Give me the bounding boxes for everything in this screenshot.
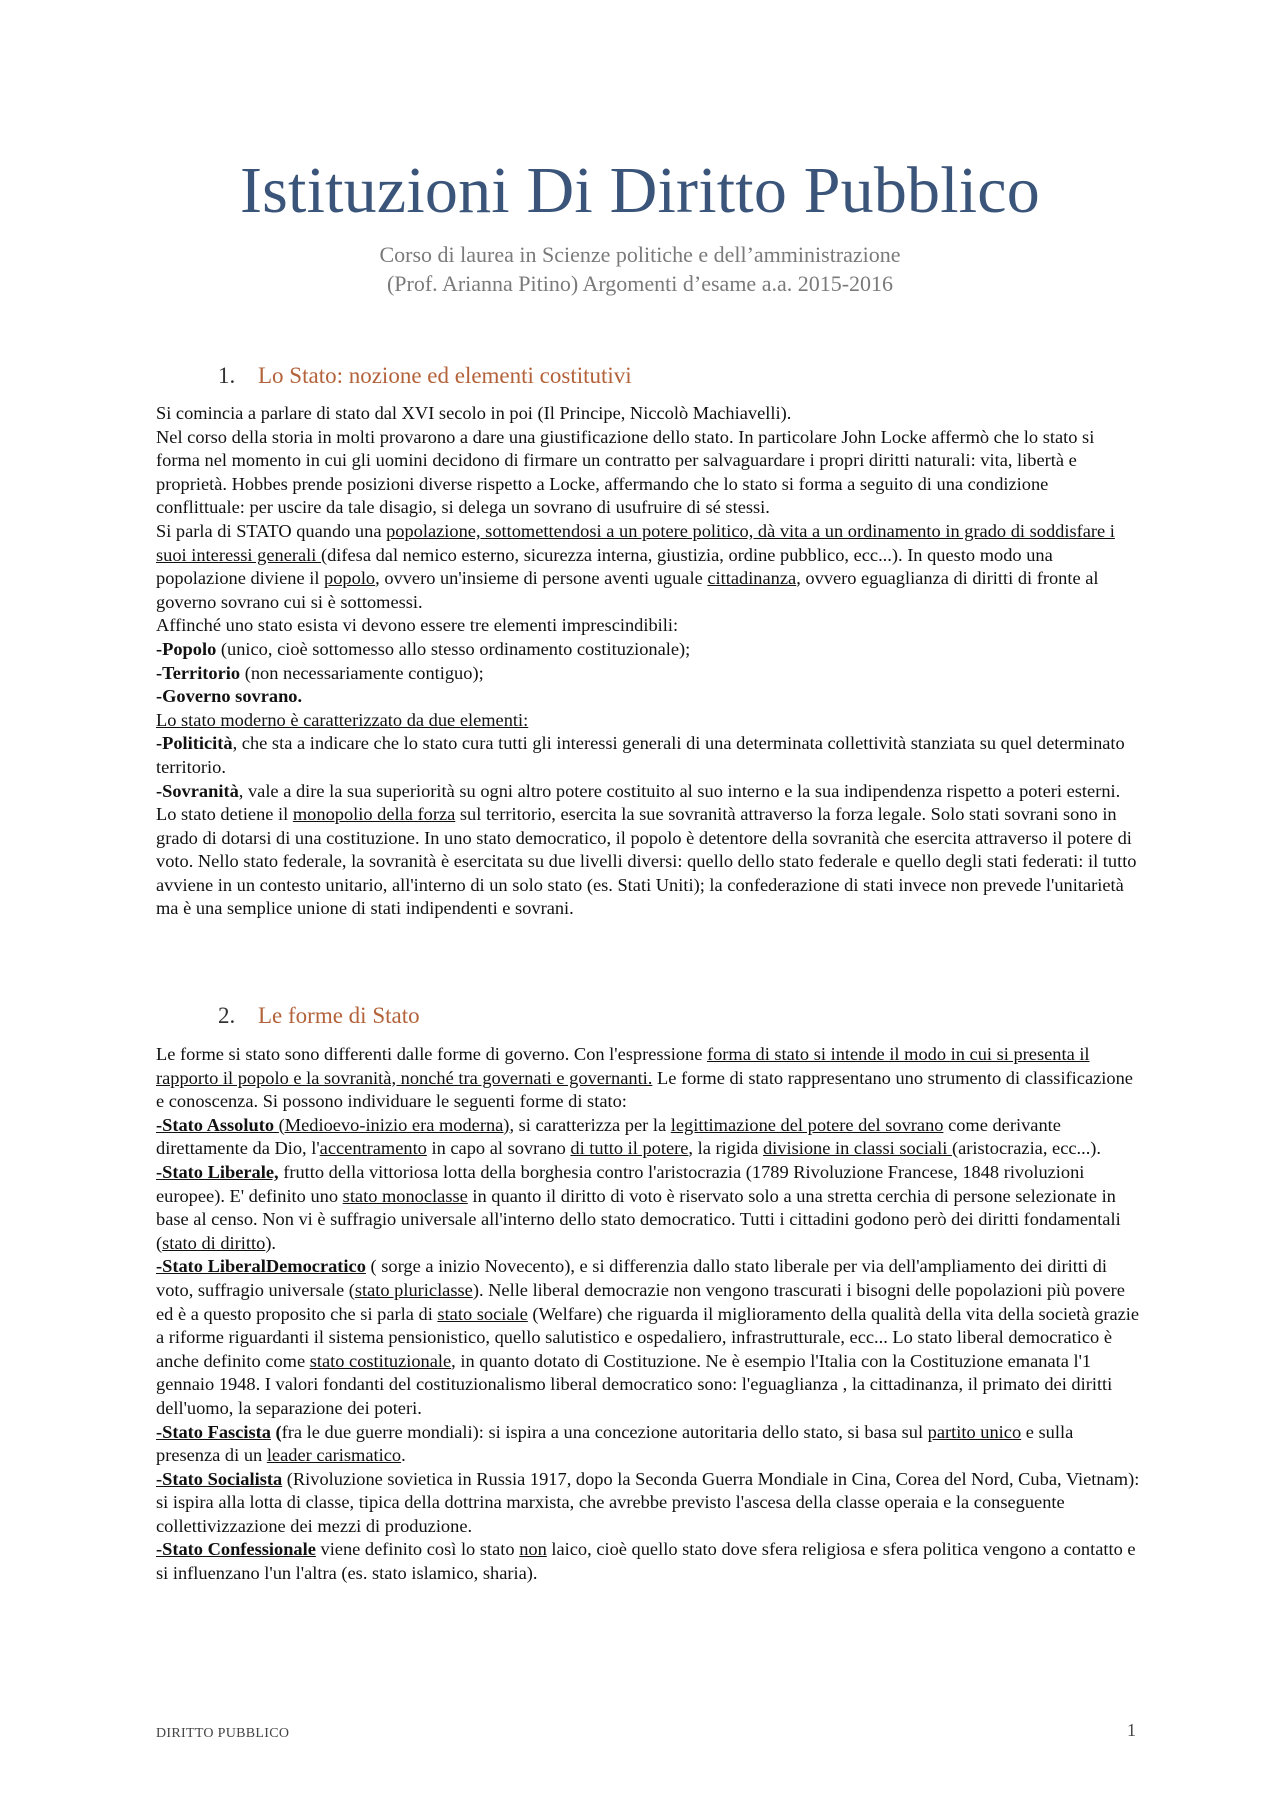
paragraph xyxy=(156,520,1140,614)
list-item xyxy=(156,662,1140,686)
underlined-text: monopolio della forza xyxy=(292,804,456,825)
list-item xyxy=(156,1421,1140,1468)
term-label: -Stato LiberalDemocratico xyxy=(156,1256,366,1277)
list-item xyxy=(156,1255,1140,1420)
paragraph: Nel corso della storia in molti provarono a dare una giustificazione dello stato. In particolare John Locke affermò che lo stato si forma nel momento in cui gli uomini decidono di firmare un contratto per salvaguardare i propri diritti naturali: vita, libertà e proprietà. Hobbes prende posizioni diverse rispetto a Locke, affermando che lo stato si forma a seguito di una condizione conflittuale: per uscire da tale disagio, si delega un sovrano di usufruire di sé stessi. xyxy=(156,426,1095,518)
underlined-text: accentramento xyxy=(319,1138,427,1159)
list-item xyxy=(156,780,1140,922)
text-run: ( sorge a inizio Novecento), e si differenzia dallo stato liberale per via dell'ampliamento dei diritti di voto, suffragio universale ( xyxy=(156,1256,1107,1300)
term-label: -Stato Assoluto xyxy=(156,1114,279,1135)
underlined-text: cittadinanza xyxy=(707,568,797,589)
underlined-text: stato sociale xyxy=(437,1303,528,1324)
list-item xyxy=(156,638,1140,662)
list-item xyxy=(156,1114,1140,1161)
underlined-text: di tutto il potere xyxy=(570,1138,689,1159)
subtitle-line-2: (Prof. Arianna Pitino) Argomenti d’esame a.a. 2015-2016 xyxy=(386,271,894,296)
page-number: 1 xyxy=(1127,1720,1136,1740)
underlined-text: forma di stato si intende il modo in cui si presenta il rapporto il popolo e la sovranità, nonché tra governati e governanti. xyxy=(156,1044,1090,1088)
paragraph xyxy=(156,1043,1140,1114)
text-run: ). Nelle liberal democrazie non vengono trascurati i bisogni delle popolazioni più povere ed è a questo proposito che si parla di xyxy=(156,1279,1125,1324)
underlined-text: stato costituzionale xyxy=(309,1350,452,1371)
underlined-text: (Medioevo-inizio era moderna) xyxy=(278,1114,510,1135)
underlined-text: stato monoclasse xyxy=(342,1185,468,1206)
underlined-text: non xyxy=(519,1539,547,1560)
section-2-title: Le forme di Stato xyxy=(258,1003,420,1028)
document-subtitle xyxy=(0,240,1280,298)
text-run: e sulla presenza di un xyxy=(156,1421,1074,1466)
text-run: . xyxy=(401,1445,406,1466)
text-run: , ovvero eguaglianza di diritti di fronte al governo sovrano cui si è sottomessi. xyxy=(156,568,1099,612)
subtitle-line-1: Corso di laurea in Scienze politiche e dell’amministrazione xyxy=(379,242,901,267)
text-run: , vale a dire la sua superiorità su ogni altro potere costituito al suo interno e la sua indipendenza rispetto a poteri esterni. Lo stato detiene il xyxy=(156,780,1121,825)
text-run: come derivante direttamente da Dio, l' xyxy=(156,1114,1061,1159)
underlined-text: stato pluriclasse xyxy=(354,1279,473,1300)
text-run: (aristocrazia, ecc...). xyxy=(951,1138,1102,1159)
text-run: frutto della vittoriosa lotta della borghesia contro l'aristocrazia (1789 Rivoluzione Francese, 1848 rivoluzioni europee). E' definito uno xyxy=(156,1161,1085,1206)
text-run: sul territorio, esercita la sue sovranità attraverso la forza legale. Solo stati sovrani sono in grado di dotarsi di una costituzione. In uno stato democratico, il popolo è detentore della sovranità che esercita attraverso il potere di voto. Nello stato federale, la sovranità è esercitata su due livelli diversi: quello dello stato federale e quello degli stati federati: il tutto avviene in un contesto unitario, all'interno di un solo stato (es. Stati Uniti); la confederazione di stati invece non prevede l'unitarietà ma è una semplice unione di stati indipendenti e sovrani. xyxy=(156,804,1137,919)
term-label: -Territorio xyxy=(156,662,241,683)
list-item xyxy=(156,1161,1140,1255)
text-run: fra le due guerre mondiali): si ispira a una concezione autoritaria dello stato, si basa sul xyxy=(281,1421,928,1442)
section-1-body xyxy=(156,402,1140,921)
text-run: , la rigida xyxy=(688,1138,763,1159)
section-2-number: 2. xyxy=(218,1003,236,1028)
text-run: laico, cioè quello stato dove sfera religiosa e sfera politica vengono a contatto e si influenzano l'un l'altra (es. stato islamico, sharia). xyxy=(156,1539,1136,1584)
section-1-title: Lo Stato: nozione ed elementi costitutivi xyxy=(258,363,632,388)
text-run: in quanto il diritto di voto è riservato solo a una stretta cerchia di persone selezionate in base al censo. Non vi è suffragio universale all'interno dello stato democratico. Tutti i cittadini godono però dei diritti fondamentali ( xyxy=(156,1185,1121,1253)
underlined-text: stato di diritto xyxy=(162,1232,266,1253)
underlined-text: legittimazione del potere del sovrano xyxy=(670,1114,944,1135)
text-run: (Rivoluzione sovietica in Russia 1917, dopo la Seconda Guerra Mondiale in Cina, Corea del Nord, Cuba, Vietnam): si ispira alla lotta di classe, tipica della dottrina marxista, che avrebbe previsto l'ascesa della classe operaia e la conseguente collettivizzazione dei mezzi di produzione. xyxy=(156,1468,1140,1536)
text-run: (non necessariamente contiguo); xyxy=(240,662,484,683)
document-title: Istituzioni Di Diritto Pubblico xyxy=(239,154,1040,227)
section-2-body xyxy=(156,1043,1140,1586)
term-label: -Stato Liberale, xyxy=(156,1161,279,1182)
term-label: -Governo sovrano. xyxy=(156,686,303,707)
underlined-text: popolazione, sottomettendosi a un potere politico, dà vita a un ordinamento in grado di soddisfare i suoi interessi generali xyxy=(156,520,1115,565)
underlined-text: divisione in classi sociali xyxy=(762,1138,952,1159)
term-label: -Stato Confessionale xyxy=(156,1539,316,1560)
text-run: (unico, cioè sottomesso allo stesso ordinamento costituzionale); xyxy=(216,638,691,659)
text-run: (Welfare) che riguarda il miglioramento della qualità della vita della società grazie a riforme riguardanti il sistema pensionistico, quello salutistico e ospedaliero, infrastrutturale, ecc... Lo stato liberal democratico è anche definito come xyxy=(156,1303,1140,1371)
text-run: , che sta a indicare che lo stato cura tutti gli interessi generali di una determinata collettività stanziata su quel determinato territorio. xyxy=(156,733,1125,777)
term-label: -Popolo xyxy=(156,638,217,659)
text-run: (difesa dal nemico esterno, sicurezza interna, giustizia, ordine pubblico, ecc...). In questo modo una popolazione diviene il xyxy=(156,544,1053,589)
list-item xyxy=(156,732,1140,779)
underlined-text: leader carismatico xyxy=(266,1445,402,1466)
list-item xyxy=(156,1468,1140,1539)
section-2-heading xyxy=(218,1004,420,1027)
footer-label: DIRITTO PUBBLICO xyxy=(156,1726,290,1741)
paragraph: Lo stato moderno è caratterizzato da due elementi: xyxy=(156,709,529,730)
text-run: in capo al sovrano xyxy=(426,1138,571,1159)
paragraph: Affinché uno stato esista vi devono essere tre elementi imprescindibili: xyxy=(156,615,679,636)
text-run: , ovvero un'insieme di persone aventi uguale xyxy=(375,568,708,589)
term-label: -Stato Socialista xyxy=(156,1468,283,1489)
underlined-text: partito unico xyxy=(927,1421,1022,1442)
text-run: , in quanto dotato di Costituzione. Ne è esempio l'Italia con la Costituzione emanata l'1 gennaio 1948. I valori fondanti del costituzionalismo liberal democratico sono: l'eguaglianza , la cittadinanza, il primato dei diritti dell'uomo, la separazione dei poteri. xyxy=(156,1350,1113,1418)
term-label: -Sovranità xyxy=(156,780,239,801)
section-1-number: 1. xyxy=(218,363,236,388)
text-run: ( xyxy=(270,1421,282,1442)
underlined-text: popolo xyxy=(324,568,376,589)
term-label: -Politicità xyxy=(156,733,233,754)
list-item xyxy=(156,1538,1140,1585)
text-run: viene definito così lo stato xyxy=(315,1539,520,1560)
paragraph: Si comincia a parlare di stato dal XVI secolo in poi (Il Principe, Niccolò Machiavelli). xyxy=(156,403,792,423)
text-run: Le forme si stato sono differenti dalle forme di governo. Con l'espressione xyxy=(156,1044,707,1064)
term-label: -Stato Fascista xyxy=(156,1421,271,1442)
list-item xyxy=(156,685,1140,709)
section-1-heading xyxy=(218,364,632,387)
text-run: Si parla di STATO quando una xyxy=(156,520,387,541)
text-run: , si caratterizza per la xyxy=(509,1114,671,1135)
text-run: ). xyxy=(265,1232,277,1253)
text-run: Le forme di stato rappresentano uno strumento di classificazione e conoscenza. Si possono individuare le seguenti forme di stato: xyxy=(156,1067,1133,1112)
